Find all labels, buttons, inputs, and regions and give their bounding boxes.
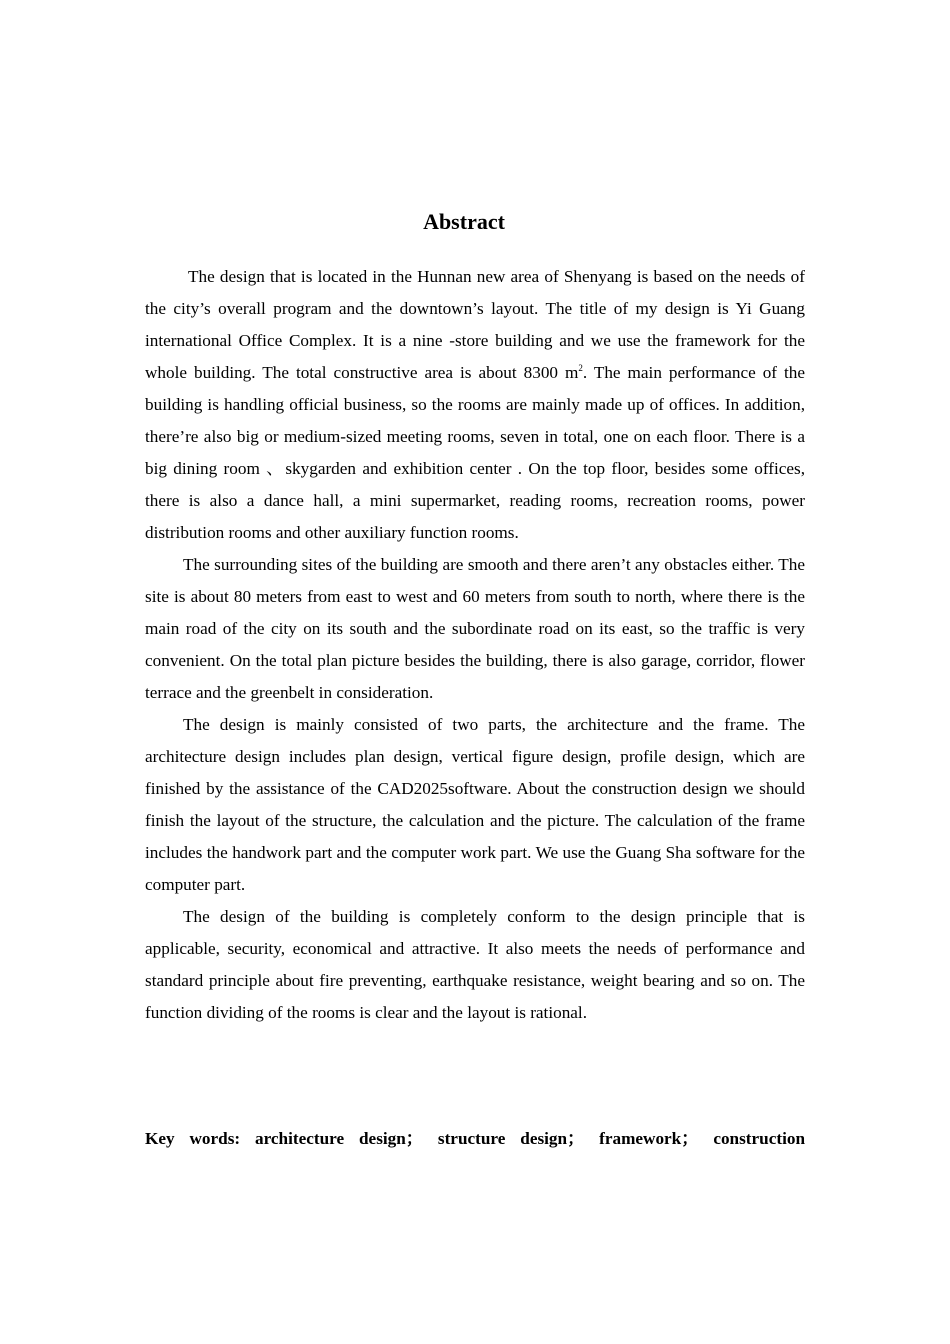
page-title: Abstract bbox=[423, 209, 505, 234]
paragraph-1-part-a: The design that is located in the Hunnan new area of Shenyang is based on the needs of the city’s overall program and the downtown’s layout. The title of my design is Yi Guang international Office Complex. It is a nine -store building and we use the framework for the whole building. The total constructive area is about 8300 m bbox=[145, 267, 805, 382]
abstract-body bbox=[145, 261, 805, 1029]
paragraph-3: The design is mainly consisted of two parts, the architecture and the frame. The architecture design includes plan design, vertical figure design, profile design, which are finished by the assistance of the CAD2025software. About the construction design we should finish the layout of the structure, the calculation and the picture. The calculation of the frame includes the handwork part and the computer work part. We use the Guang Sha software for the computer part. bbox=[145, 715, 805, 894]
paragraph-1 bbox=[145, 261, 805, 549]
paragraph-1-part-b: . The main performance of the building is handling official business, so the rooms are mainly made up of offices. In addition, there’re also big or medium-sized meeting rooms, seven in total, one on each floor. There is a big dining room 、skygarden and exhibition center . On the top floor, besides some offices, there is also a dance hall, a mini supermarket, reading rooms, recreation rooms, power distribution rooms and other auxiliary function rooms. bbox=[145, 363, 805, 542]
superscript-2: 2 bbox=[578, 363, 583, 373]
paragraph-4: The design of the building is completely conform to the design principle that is applicable, security, economical and attractive. It also meets the needs of performance and standard principle about fire preventing, earthquake resistance, weight bearing and so on. The function dividing of the rooms is clear and the layout is rational. bbox=[145, 907, 805, 1022]
keywords-line: Key words: architecture design； structure design； framework； construction bbox=[145, 1129, 805, 1148]
paragraph-2: The surrounding sites of the building are smooth and there aren’t any obstacles either. The site is about 80 meters from east to west and 60 meters from south to north, where there is the main road of the city on its south and the subordinate road on its east, so the traffic is very convenient. On the total plan picture besides the building, there is also garage, corridor, flower terrace and the greenbelt in consideration. bbox=[145, 555, 805, 702]
